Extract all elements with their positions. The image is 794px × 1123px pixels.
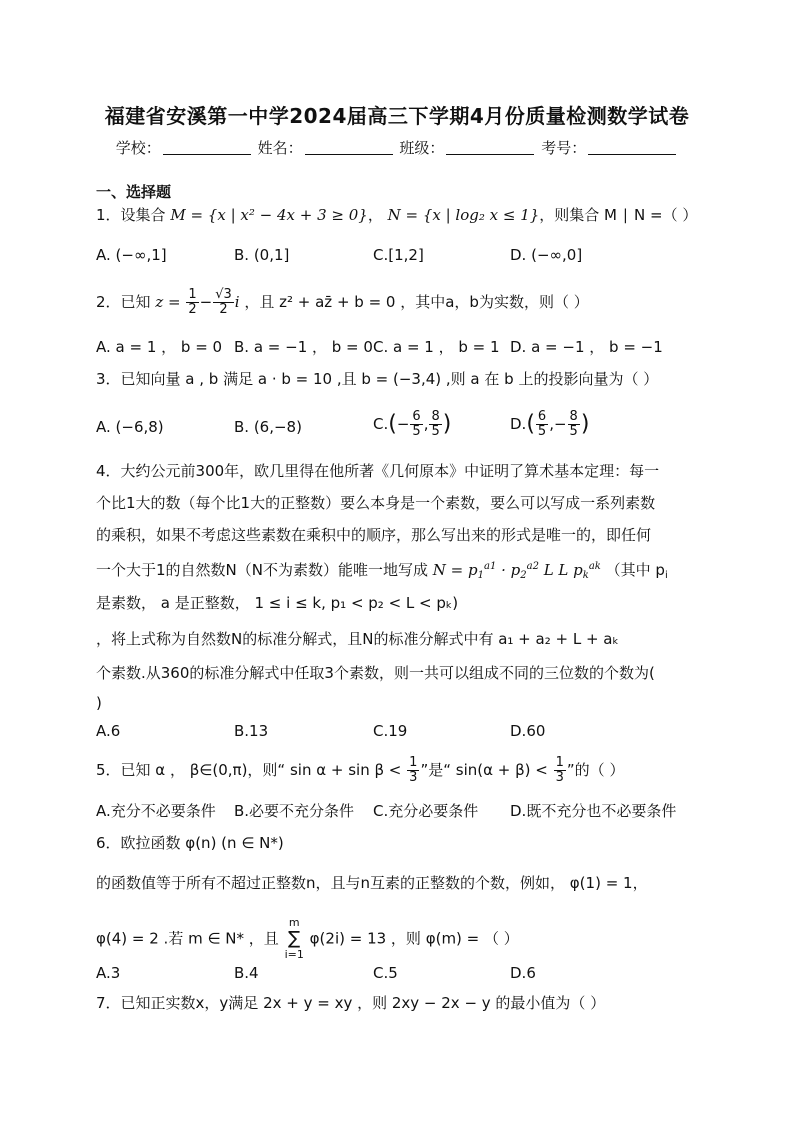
q5-option-d: D.既不充分也不必要条件 <box>510 802 677 820</box>
q2-option-b: B. a = −1 ， b = 0 <box>234 338 373 356</box>
q4-line-3: 的乘积，如果不考虑这些素数在乘积中的顺序，那么写出来的形式是唯一的，即任何 <box>96 526 652 544</box>
exam-title: 福建省安溪第一中学2024届高三下学期4月份质量检测数学试卷 <box>104 104 690 128</box>
q2-option-a: A. a = 1 ， b = 0 <box>96 338 223 356</box>
q1-ask: ，则集合 M ∣ N =（ ） <box>539 206 698 224</box>
q5-mid: ”是“ sin(α + β) < <box>420 761 553 779</box>
class-blank <box>446 140 534 155</box>
q4-line-4a: 一个大于1的自然数N（N不为素数）能唯一地写成 <box>96 561 428 579</box>
q3-option-b: B. (6,−8) <box>234 418 302 436</box>
q4-line-4: 一个大于1的自然数N（N不为素数）能唯一地写成 $N = p_1^{a1} \cdot p_2^{a2}$ L L $p_k^{ak}$ （其中 $p_i$ <box>96 561 668 581</box>
q6-line-2: 的函数值等于所有不超过正整数n，且与n互素的正整数的个数，例如， φ(1) = 1， <box>96 874 648 892</box>
q5-end: ”的（ ） <box>566 761 625 779</box>
q2-frac-half: $\frac{1}{2}$ <box>188 287 197 317</box>
q4-line-6: ，将上式称为自然数N的标准分解式，且N的标准分解式中有 a₁ + a₂ + L + aₖ <box>96 630 619 648</box>
q3-option-a: A. (−6,8) <box>96 418 164 436</box>
q1-option-a: A. (−∞,1] <box>96 246 167 264</box>
q6-option-c: C.5 <box>373 964 398 982</box>
q1-set-n: N = {x | log₂ x ≤ 1} <box>387 206 540 224</box>
q1-stem: 1．设集合 <box>96 206 166 224</box>
q3-option-c: C.(− $\frac{6}{5}$ , $\frac{8}{5}$ ) <box>373 409 452 439</box>
q2-stem: 2．已知 <box>96 293 151 311</box>
q2-option-c: C. a = 1 ， b = 1 <box>373 338 500 356</box>
q2-cond: ，且 z² + az̄ + b = 0 ，其中a，b为实数，则（ ） <box>244 293 589 311</box>
q6-line-3a: φ(4) = 2 .若 m ∈ N* ，且 <box>96 929 279 948</box>
q3-option-c-label: C. <box>373 415 389 433</box>
name-blank <box>305 140 393 155</box>
exam-no-blank <box>588 140 676 155</box>
q2-frac-sqrt3: $\frac{√3}{2}$ <box>215 287 232 317</box>
q4-option-b: B.13 <box>234 722 269 740</box>
q4-line-1: 4．大约公元前300年，欧几里得在他所著《几何原本》中证明了算术基本定理：每一 <box>96 462 660 480</box>
q5-option-c: C.充分必要条件 <box>373 802 479 820</box>
q6-option-a: A.3 <box>96 964 121 982</box>
q4-line-5: 是素数， a 是正整数， 1 ≤ i ≤ k, p₁ < p₂ < L < pₖ) <box>96 594 459 612</box>
student-info-row <box>0 137 794 158</box>
q4-line-8: ) <box>96 694 102 712</box>
school-label: 学校： <box>115 139 161 157</box>
q2-z: z = <box>155 293 186 311</box>
question-3: 3．已知向量 a , b 满足 a · b = 10 ,且 b = (−3,4) ,则 a 在 b 上的投影向量为（ ） <box>96 370 659 388</box>
question-1: 1．设集合 M = {x | x² − 4x + 3 ≥ 0}， N = {x | log₂ x ≤ 1}，则集合 M ∣ N =（ ） <box>96 206 698 224</box>
q1-option-c: C.[1,2] <box>373 246 424 264</box>
section-title: 一、选择题 <box>96 183 172 201</box>
q3-option-d-label: D. <box>510 415 527 433</box>
q2-option-d: D. a = −1 ， b = −1 <box>510 338 663 356</box>
q4-line-2: 个比1大的数（每个比1大的正整数）要么本身是一个素数，要么可以写成一系列素数 <box>96 494 656 512</box>
q5-option-a: A.充分不必要条件 <box>96 802 216 820</box>
question-5: 5．已知 α ， β∈(0,π)，则“ sin α + sin β < $\frac{1}{3}$ ”是“ sin(α + β) < $\frac{1}{3}$ ”的（ ） <box>96 755 625 785</box>
q4-option-d: D.60 <box>510 722 546 740</box>
question-7: 7．已知正实数x，y满足 2x + y = xy ，则 2xy − 2x − y 的最小值为（ ） <box>96 994 606 1012</box>
exam-no-label: 考号： <box>541 139 587 157</box>
q6-line-3b: φ(2i) = 13 ，则 φ(m) = （ ） <box>309 929 519 948</box>
q5-option-b: B.必要不充分条件 <box>234 802 355 820</box>
q1-set-m: M = {x | x² − 4x + 3 ≥ 0} <box>170 206 368 224</box>
class-label: 班级： <box>399 139 445 157</box>
q6-option-b: B.4 <box>234 964 259 982</box>
q4-line-4b: （其中 p <box>605 561 665 579</box>
q4-option-a: A.6 <box>96 722 121 740</box>
school-blank <box>163 140 251 155</box>
q4-option-c: C.19 <box>373 722 408 740</box>
q6-line-3: φ(4) = 2 .若 m ∈ N* ，且 m ∑ i=1 φ(2i) = 13 ，则 φ(m) = （ ） <box>96 916 519 961</box>
q5-stem: 5．已知 α ， β∈(0,π)，则“ sin α + sin β < <box>96 761 407 779</box>
q6-line-1: 6．欧拉函数 φ(n) (n ∈ N*) <box>96 834 284 852</box>
q4-line-7: 个素数.从360的标准分解式中任取3个素数，则一共可以组成不同的三位数的个数为( <box>96 664 655 682</box>
q1-option-d: D. (−∞,0] <box>510 246 583 264</box>
name-label: 姓名： <box>257 139 303 157</box>
q1-option-b: B. (0,1] <box>234 246 290 264</box>
q3-option-d: D.( $\frac{6}{5}$ ,− $\frac{8}{5}$ ) <box>510 409 590 439</box>
q6-option-d: D.6 <box>510 964 536 982</box>
question-2: 2．已知 z = $\frac{1}{2}$ − $\frac{√3}{2}$ i ，且 z² + az̄ + b = 0 ，其中a，b为实数，则（ ） <box>96 287 589 317</box>
